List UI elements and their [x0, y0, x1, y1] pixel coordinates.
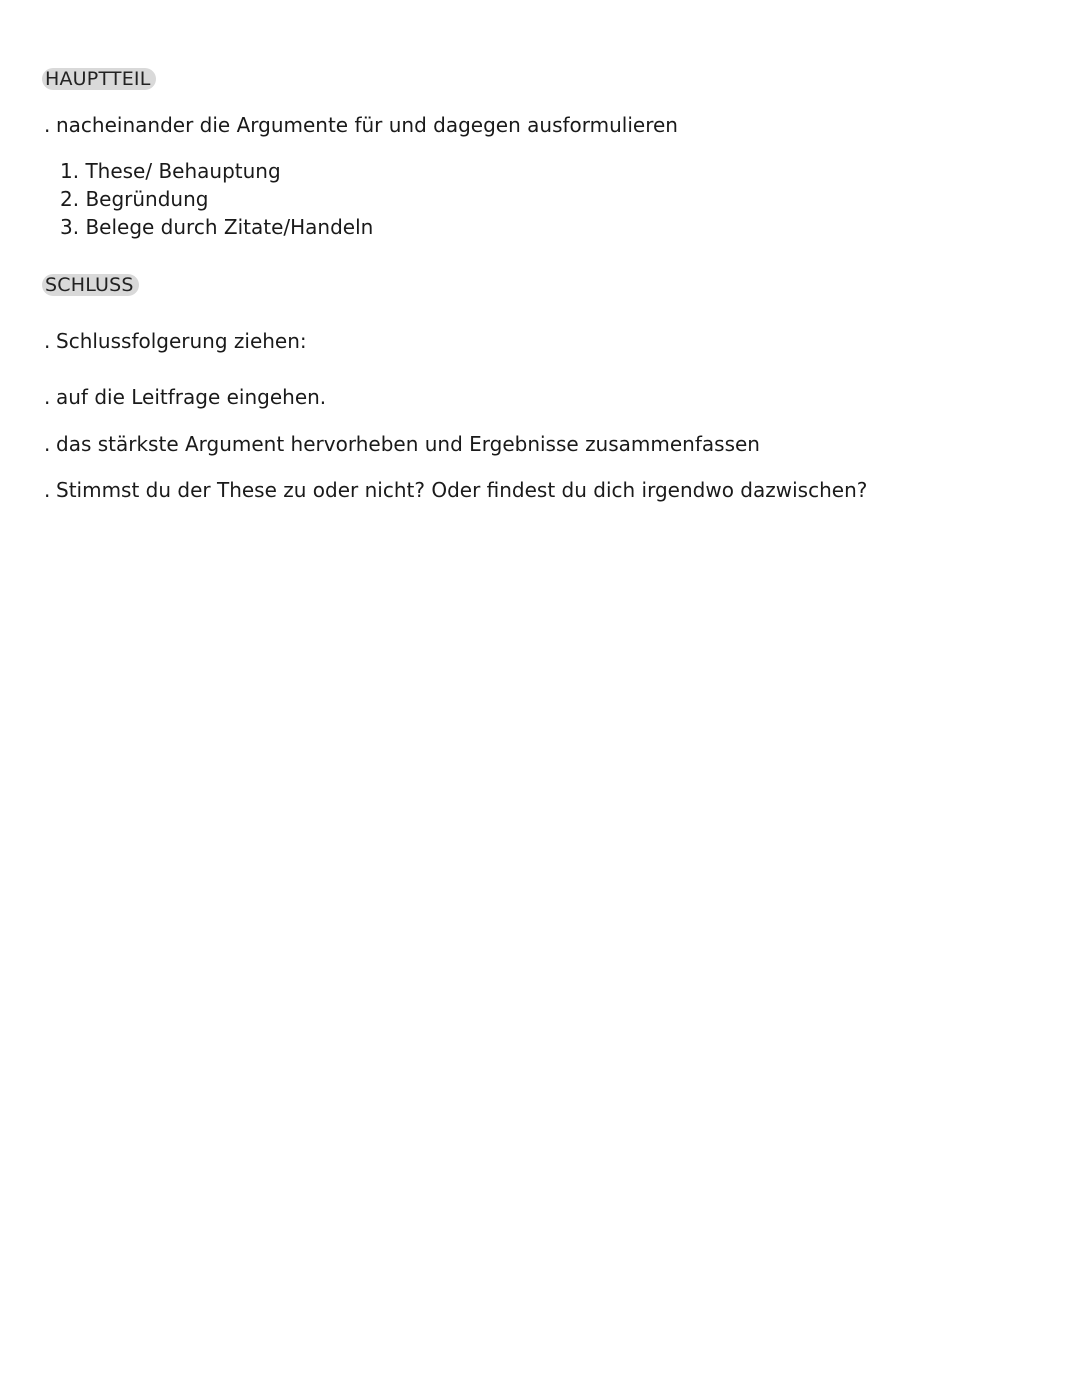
hauptteil-intro	[44, 112, 678, 138]
section-heading-hauptteil: HAUPTTEIL	[42, 68, 156, 90]
schluss-point-text: das stärkste Argument hervorheben und Ergebnisse zusammenfassen	[56, 432, 760, 456]
hauptteil-step-1: 1. These/ Behauptung	[60, 159, 281, 183]
schluss-point-3	[44, 431, 760, 457]
schluss-point-2	[44, 384, 326, 410]
schluss-point-text: Schlussfolgerung ziehen:	[56, 329, 307, 353]
schluss-point-4	[44, 477, 867, 503]
bullet-marker: .	[44, 329, 51, 353]
hauptteil-step-2: 2. Begründung	[60, 187, 209, 211]
schluss-point-text: Stimmst du der These zu oder nicht? Oder findest du dich irgendwo dazwischen?	[56, 478, 868, 502]
bullet-marker: .	[44, 432, 51, 456]
hauptteil-step-3: 3. Belege durch Zitate/Handeln	[60, 215, 374, 239]
bullet-marker: .	[44, 385, 51, 409]
schluss-point-text: auf die Leitfrage eingehen.	[56, 385, 327, 409]
bullet-marker: .	[44, 478, 51, 502]
section-heading-schluss: SCHLUSS	[42, 274, 139, 296]
schluss-point-1	[44, 328, 307, 354]
hauptteil-intro-text: nacheinander die Argumente für und dagegen ausformulieren	[56, 113, 678, 137]
bullet-marker: .	[44, 113, 51, 137]
